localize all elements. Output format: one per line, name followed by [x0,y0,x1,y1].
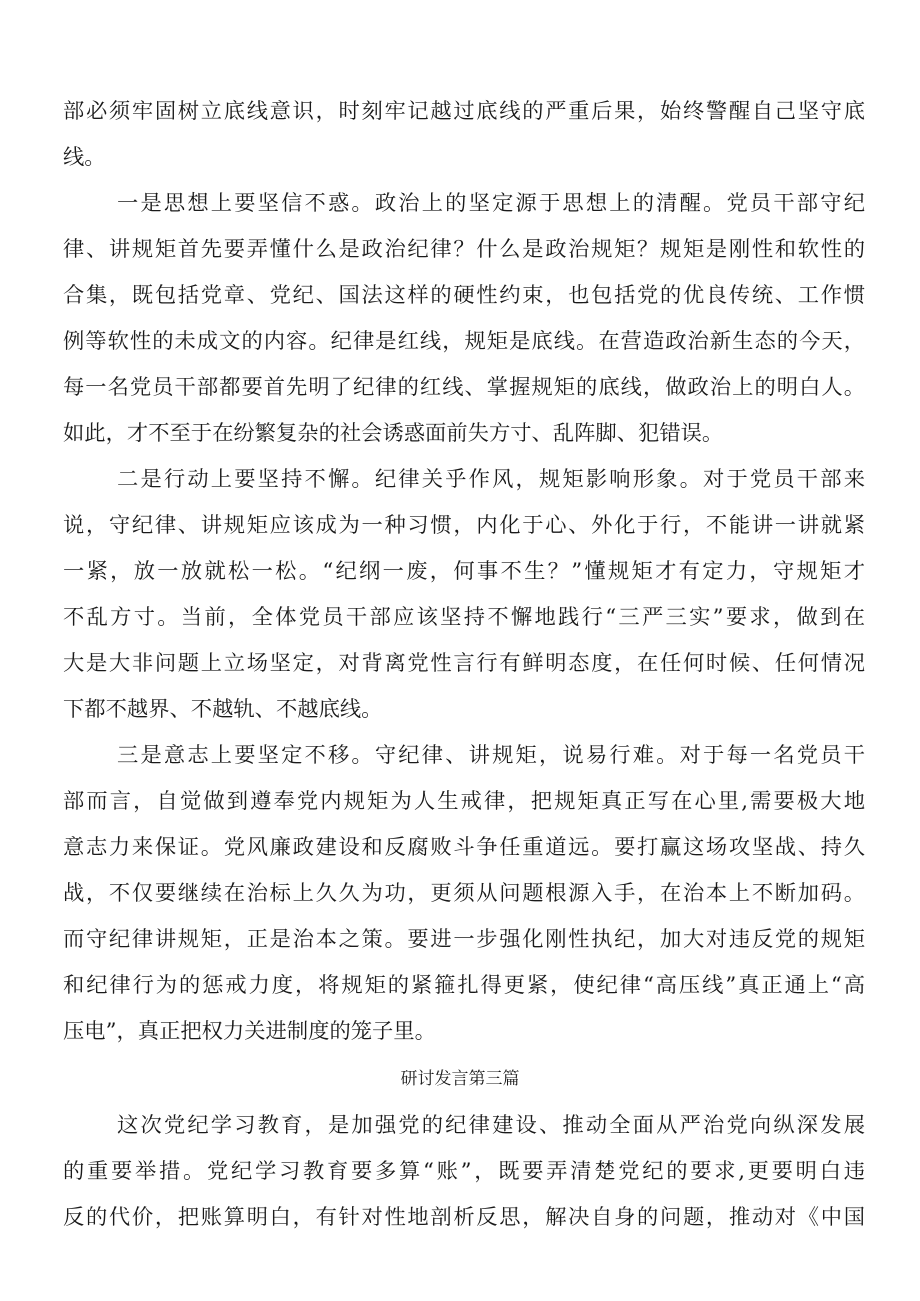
text-line: 意志力来保证。党风廉政建设和反腐败斗争任重道远。要打赢这场攻坚战、持久 [63,835,865,860]
text-line: 一紧，放一放就松一松。“纪纲一废，何事不生？”懂规矩才有定力，守规矩才 [63,559,865,584]
paragraph-first-line: 三是意志上要坚定不移。守纪律、讲规矩，说易行难。对于每一名党员干 [117,743,865,768]
text-line: 如此，才不至于在纷繁复杂的社会诱惑面前失方寸、乱阵脚、犯错误。 [63,421,724,446]
text-line: 大是大非问题上立场坚定，对背离党性言行有鲜明态度，在任何时候、任何情况 [63,651,865,676]
text-line: 战，不仅要继续在治标上久久为功，更须从问题根源入手，在治本上不断加码。 [63,881,865,906]
text-line: 线。 [63,145,106,170]
text-line: 部而言，自觉做到遵奉党内规矩为人生戒律，把规矩真正写在心里,需要极大地 [63,789,865,814]
section-heading: 研讨发言第三篇 [400,1069,520,1089]
text-line: 和纪律行为的惩戒力度，将规矩的紧箍扎得更紧，使纪律“高压线”真正通上“高 [63,973,865,998]
text-line: 合集，既包括党章、党纪、国法这样的硬性约束，也包括党的优良传统、工作惯 [63,283,865,308]
text-line: 例等软性的未成文的内容。纪律是红线，规矩是底线。在营造政治新生态的今天， [63,329,865,354]
text-line: 律、讲规矩首先要弄懂什么是政治纪律？什么是政治规矩？规矩是刚性和软性的 [63,237,865,262]
text-line: 不乱方寸。当前，全体党员干部应该坚持不懈地践行“三严三实”要求，做到在 [63,605,865,630]
text-line: 的重要举措。党纪学习教育要多算“账”，既要弄清楚党纪的要求,更要明白违 [63,1159,865,1184]
text-line: 说，守纪律、讲规矩应该成为一种习惯，内化于心、外化于行，不能讲一讲就紧 [63,513,865,538]
paragraph-first-line: 二是行动上要坚持不懈。纪律关乎作风，规矩影响形象。对于党员干部来 [117,467,865,492]
paragraph-first-line: 这次党纪学习教育，是加强党的纪律建设、推动全面从严治党向纵深发展 [117,1113,865,1138]
paragraph-first-line: 一是思想上要坚信不惑。政治上的坚定源于思想上的清醒。党员干部守纪 [117,191,865,216]
text-line: 下都不越界、不越轨、不越底线。 [63,697,383,722]
text-line: 反的代价，把账算明白，有针对性地剖析反思，解决自身的问题，推动对《中国 [63,1205,865,1230]
text-line: 部必须牢固树立底线意识，时刻牢记越过底线的严重后果，始终警醒自己坚守底 [63,99,865,124]
text-line: 压电”，真正把权力关进制度的笼子里。 [63,1019,436,1044]
text-line: 而守纪律讲规矩，正是治本之策。要进一步强化刚性执纪，加大对违反党的规矩 [63,927,865,952]
text-line: 每一名党员干部都要首先明了纪律的红线、掌握规矩的底线，做政治上的明白人。 [63,375,865,400]
